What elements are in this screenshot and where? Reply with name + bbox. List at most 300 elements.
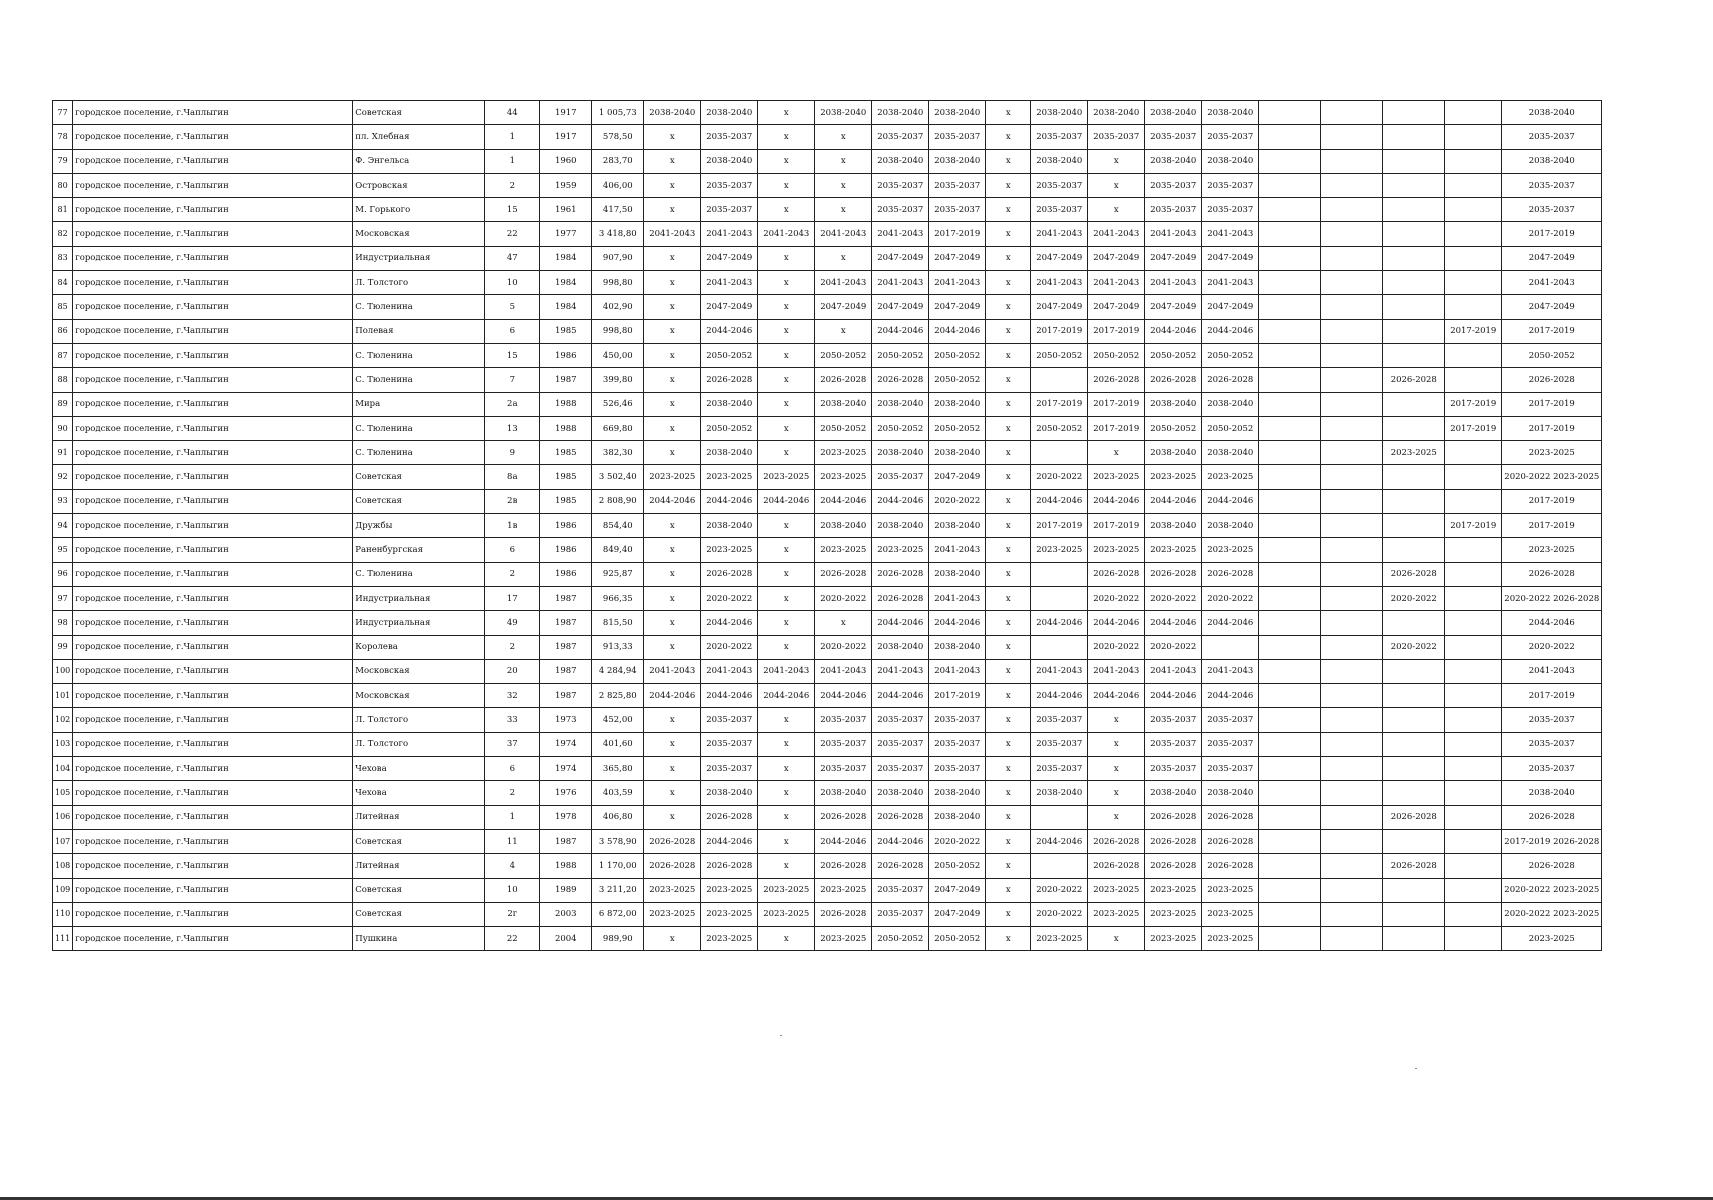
table-cell: Ф. Энгельса	[353, 149, 485, 173]
table-cell: x	[758, 198, 815, 222]
table-cell: x	[758, 295, 815, 319]
table-cell: x	[986, 659, 1031, 683]
table-cell: 2017-2019	[929, 222, 986, 246]
table-cell: 110	[53, 902, 73, 926]
table-cell	[1445, 173, 1502, 197]
table-cell: 106	[53, 805, 73, 829]
table-cell	[1445, 805, 1502, 829]
table-cell	[1259, 927, 1321, 951]
table-cell	[1259, 441, 1321, 465]
table-cell: Советская	[353, 878, 485, 902]
table-cell: 2035-2037	[1145, 732, 1202, 756]
table-cell: x	[758, 149, 815, 173]
scan-speck	[1415, 1068, 1417, 1069]
table-cell: 2041-2043	[1502, 271, 1602, 295]
table-cell: 1984	[540, 271, 592, 295]
table-cell	[1445, 635, 1502, 659]
table-cell: 37	[485, 732, 540, 756]
table-row	[53, 538, 1602, 562]
table-cell	[1321, 465, 1383, 489]
table-cell	[1259, 514, 1321, 538]
table-cell: городское поселение, г.Чаплыгин	[73, 246, 353, 270]
table-cell: x	[986, 489, 1031, 513]
table-cell: 96	[53, 562, 73, 586]
table-cell: x	[758, 514, 815, 538]
table-cell	[1321, 295, 1383, 319]
table-cell	[1383, 902, 1445, 926]
table-row	[53, 586, 1602, 610]
table-cell: 2038-2040	[872, 781, 929, 805]
table-cell: 2026-2028	[1088, 368, 1145, 392]
table-cell: 2041-2043	[701, 271, 758, 295]
table-cell: 3 578,90	[592, 829, 644, 853]
table-cell	[1383, 295, 1445, 319]
table-cell: x	[644, 757, 701, 781]
table-cell: 2026-2028	[701, 854, 758, 878]
table-cell: 111	[53, 927, 73, 951]
table-row	[53, 198, 1602, 222]
table-cell: 2017-2019	[929, 684, 986, 708]
table-cell	[1445, 101, 1502, 125]
table-cell: 403,59	[592, 781, 644, 805]
table-cell: городское поселение, г.Чаплыгин	[73, 465, 353, 489]
table-cell: x	[1088, 781, 1145, 805]
table-cell: городское поселение, г.Чаплыгин	[73, 295, 353, 319]
table-cell: 2035-2037	[1145, 125, 1202, 149]
table-cell: С. Тюленина	[353, 295, 485, 319]
table-cell: 2038-2040	[701, 392, 758, 416]
table-cell: 10	[485, 271, 540, 295]
table-cell	[1259, 319, 1321, 343]
table-cell: 2038-2040	[872, 149, 929, 173]
table-cell: x	[758, 586, 815, 610]
table-cell: 2041-2043	[644, 222, 701, 246]
table-cell: 913,33	[592, 635, 644, 659]
table-cell: 11	[485, 829, 540, 853]
table-cell: 2026-2028	[872, 586, 929, 610]
table-cell: 2050-2052	[1202, 416, 1259, 440]
table-cell: 2044-2046	[644, 684, 701, 708]
table-cell: x	[986, 805, 1031, 829]
table-cell: 2017-2019	[1502, 222, 1602, 246]
table-cell	[1321, 757, 1383, 781]
table-cell: городское поселение, г.Чаплыгин	[73, 586, 353, 610]
table-cell	[1383, 757, 1445, 781]
table-cell: городское поселение, г.Чаплыгин	[73, 611, 353, 635]
table-cell: x	[758, 441, 815, 465]
table-row	[53, 708, 1602, 732]
table-cell: 2026-2028	[872, 854, 929, 878]
table-cell: 2026-2028	[872, 368, 929, 392]
table-cell: x	[815, 149, 872, 173]
table-cell: 1	[485, 125, 540, 149]
table-cell: 2026-2028	[1088, 829, 1145, 853]
table-cell: x	[986, 465, 1031, 489]
table-cell: 2041-2043	[1031, 659, 1088, 683]
table-cell: 33	[485, 708, 540, 732]
table-cell	[1445, 125, 1502, 149]
table-cell	[1445, 465, 1502, 489]
table-cell: x	[986, 441, 1031, 465]
table-cell: 2041-2043	[1031, 271, 1088, 295]
table-row	[53, 829, 1602, 853]
table-cell: 2044-2046	[1202, 611, 1259, 635]
table-cell: 2026-2028	[1088, 562, 1145, 586]
table-cell: Советская	[353, 101, 485, 125]
table-cell	[1031, 635, 1088, 659]
table-cell: Советская	[353, 489, 485, 513]
table-cell: 1	[485, 805, 540, 829]
table-cell: 2023-2025	[701, 927, 758, 951]
table-cell: 2047-2049	[1088, 295, 1145, 319]
table-cell: 2017-2019	[1088, 392, 1145, 416]
table-cell: 2020-2022	[1031, 465, 1088, 489]
table-cell: x	[758, 805, 815, 829]
table-cell: городское поселение, г.Чаплыгин	[73, 368, 353, 392]
table-cell: 2026-2028	[815, 902, 872, 926]
scan-speck	[780, 1035, 782, 1036]
table-cell: 2017-2019	[1502, 514, 1602, 538]
table-cell: 2020-2022	[1383, 586, 1445, 610]
table-cell: x	[1088, 927, 1145, 951]
table-cell: 2038-2040	[872, 441, 929, 465]
table-cell: 2026-2028	[1202, 854, 1259, 878]
table-cell: 1959	[540, 173, 592, 197]
table-cell: 2020-2022	[701, 635, 758, 659]
table-cell: 2023-2025	[1088, 902, 1145, 926]
table-cell	[1031, 562, 1088, 586]
table-cell: 2	[485, 635, 540, 659]
table-cell: 3 502,40	[592, 465, 644, 489]
table-row	[53, 392, 1602, 416]
table-cell: x	[644, 538, 701, 562]
table-cell	[1321, 611, 1383, 635]
table-cell: 80	[53, 173, 73, 197]
table-cell: 2020-2022	[1088, 586, 1145, 610]
table-cell	[1383, 343, 1445, 367]
table-cell	[1321, 489, 1383, 513]
table-row	[53, 149, 1602, 173]
table-cell: 2044-2046	[815, 829, 872, 853]
table-cell: 406,80	[592, 805, 644, 829]
table-cell: 2044-2046	[1031, 684, 1088, 708]
table-cell: городское поселение, г.Чаплыгин	[73, 198, 353, 222]
table-cell: 2038-2040	[1202, 514, 1259, 538]
table-cell: 2020-2022 2026-2028	[1502, 586, 1602, 610]
table-cell: 2041-2043	[1145, 222, 1202, 246]
table-cell: 81	[53, 198, 73, 222]
table-cell: 1984	[540, 246, 592, 270]
table-cell: 2035-2037	[701, 732, 758, 756]
table-cell: 2017-2019	[1088, 319, 1145, 343]
table-cell: 2026-2028	[1202, 368, 1259, 392]
table-cell: 1989	[540, 878, 592, 902]
table-cell	[1259, 538, 1321, 562]
table-cell: Московская	[353, 684, 485, 708]
table-cell: x	[644, 441, 701, 465]
table-cell: городское поселение, г.Чаплыгин	[73, 635, 353, 659]
table-cell: Московская	[353, 222, 485, 246]
table-cell: 2047-2049	[1031, 246, 1088, 270]
table-cell: 2035-2037	[1031, 125, 1088, 149]
table-cell: городское поселение, г.Чаплыгин	[73, 441, 353, 465]
table-cell: 1917	[540, 101, 592, 125]
table-cell: 2035-2037	[1088, 125, 1145, 149]
table-cell	[1383, 198, 1445, 222]
table-cell	[1259, 829, 1321, 853]
table-cell: 450,00	[592, 343, 644, 367]
table-cell: 2035-2037	[872, 902, 929, 926]
table-cell: 1976	[540, 781, 592, 805]
table-row	[53, 902, 1602, 926]
table-cell: 2017-2019	[1445, 319, 1502, 343]
table-cell: 2038-2040	[815, 392, 872, 416]
table-cell: 2026-2028	[1502, 854, 1602, 878]
table-cell: 2023-2025	[1202, 538, 1259, 562]
table-cell: x	[986, 854, 1031, 878]
table-cell	[1321, 732, 1383, 756]
table-cell	[1321, 805, 1383, 829]
table-cell: 2035-2037	[1031, 198, 1088, 222]
table-cell: 104	[53, 757, 73, 781]
table-cell: 2050-2052	[872, 343, 929, 367]
table-cell: С. Тюленина	[353, 441, 485, 465]
table-cell: 2035-2037	[872, 708, 929, 732]
table-cell: 2026-2028	[1145, 805, 1202, 829]
table-cell: 2а	[485, 392, 540, 416]
table-cell: x	[986, 514, 1031, 538]
table-cell	[1259, 271, 1321, 295]
table-cell: 2023-2025	[1202, 465, 1259, 489]
table-cell: x	[1088, 441, 1145, 465]
table-cell	[1259, 198, 1321, 222]
table-cell: x	[644, 368, 701, 392]
table-cell: 2044-2046	[1145, 611, 1202, 635]
table-cell: x	[986, 757, 1031, 781]
table-cell: 2023-2025	[1145, 927, 1202, 951]
table-cell: x	[986, 416, 1031, 440]
table-cell	[1321, 271, 1383, 295]
table-cell	[1259, 489, 1321, 513]
table-cell: 2026-2028	[1502, 805, 1602, 829]
table-cell: 2041-2043	[1202, 222, 1259, 246]
document-sheet	[52, 100, 1602, 951]
table-cell	[1383, 732, 1445, 756]
table-cell: 2035-2037	[872, 125, 929, 149]
table-row	[53, 805, 1602, 829]
table-cell: 2026-2028	[1088, 854, 1145, 878]
table-cell	[1321, 854, 1383, 878]
table-cell: 2026-2028	[1145, 368, 1202, 392]
table-cell: 7	[485, 368, 540, 392]
table-cell: Литейная	[353, 805, 485, 829]
table-cell	[1031, 805, 1088, 829]
table-cell	[1445, 902, 1502, 926]
table-cell	[1445, 222, 1502, 246]
table-cell: 1973	[540, 708, 592, 732]
table-cell: 2041-2043	[929, 659, 986, 683]
table-cell: 1986	[540, 538, 592, 562]
table-cell: x	[758, 854, 815, 878]
table-cell: x	[1088, 708, 1145, 732]
table-cell: 2041-2043	[644, 659, 701, 683]
table-cell: 2038-2040	[1202, 149, 1259, 173]
table-cell: 2023-2025	[815, 878, 872, 902]
table-cell: 2047-2049	[1202, 246, 1259, 270]
table-cell: городское поселение, г.Чаплыгин	[73, 878, 353, 902]
table-cell: 2041-2043	[872, 659, 929, 683]
table-cell: 2026-2028	[701, 562, 758, 586]
table-cell: 2041-2043	[1202, 659, 1259, 683]
table-cell: x	[986, 343, 1031, 367]
table-cell: Л. Толстого	[353, 708, 485, 732]
table-cell: 2041-2043	[1088, 222, 1145, 246]
table-cell: 2047-2049	[701, 295, 758, 319]
table-cell: 2035-2037	[929, 125, 986, 149]
table-cell: 2035-2037	[815, 757, 872, 781]
table-cell: городское поселение, г.Чаплыгин	[73, 514, 353, 538]
table-cell: 2017-2019	[1502, 489, 1602, 513]
table-cell	[1383, 878, 1445, 902]
table-cell	[1445, 538, 1502, 562]
table-cell	[1445, 198, 1502, 222]
table-cell: 2026-2028	[1202, 562, 1259, 586]
table-cell	[1259, 368, 1321, 392]
table-cell: 2044-2046	[701, 684, 758, 708]
table-cell: 2044-2046	[1088, 611, 1145, 635]
table-cell: 2047-2049	[1145, 246, 1202, 270]
table-cell: 2050-2052	[815, 416, 872, 440]
table-cell: x	[986, 586, 1031, 610]
table-cell: 6	[485, 757, 540, 781]
table-cell: 2041-2043	[1031, 222, 1088, 246]
table-cell	[1383, 101, 1445, 125]
table-cell	[1259, 562, 1321, 586]
table-cell: 2026-2028	[701, 368, 758, 392]
table-cell	[1321, 878, 1383, 902]
table-cell: 2035-2037	[1202, 757, 1259, 781]
table-cell: 6	[485, 319, 540, 343]
table-cell: x	[644, 173, 701, 197]
table-cell	[1321, 441, 1383, 465]
table-cell: 2020-2022 2023-2025	[1502, 465, 1602, 489]
table-cell: городское поселение, г.Чаплыгин	[73, 927, 353, 951]
table-cell: 2047-2049	[1202, 295, 1259, 319]
table-cell: x	[644, 319, 701, 343]
table-cell: городское поселение, г.Чаплыгин	[73, 271, 353, 295]
table-cell: 2044-2046	[701, 829, 758, 853]
table-cell: 2035-2037	[1145, 757, 1202, 781]
table-cell: x	[644, 343, 701, 367]
table-cell: 2023-2025	[701, 878, 758, 902]
table-cell: 2 825,80	[592, 684, 644, 708]
table-cell: 2035-2037	[1502, 732, 1602, 756]
table-cell: 1987	[540, 635, 592, 659]
table-cell: 2020-2022	[1383, 635, 1445, 659]
table-cell: 4 284,94	[592, 659, 644, 683]
table-cell: 89	[53, 392, 73, 416]
table-cell	[1445, 343, 1502, 367]
table-cell: 1988	[540, 392, 592, 416]
table-cell: Королева	[353, 635, 485, 659]
table-cell: x	[986, 708, 1031, 732]
table-cell	[1321, 416, 1383, 440]
table-cell: 2020-2022	[815, 635, 872, 659]
table-cell: 109	[53, 878, 73, 902]
table-cell: x	[1088, 149, 1145, 173]
table-cell: x	[815, 319, 872, 343]
table-cell: 2047-2049	[1031, 295, 1088, 319]
table-cell: 2047-2049	[929, 878, 986, 902]
table-cell: 406,00	[592, 173, 644, 197]
table-cell: x	[758, 635, 815, 659]
table-cell	[1445, 927, 1502, 951]
table-cell	[1259, 902, 1321, 926]
table-cell: 92	[53, 465, 73, 489]
table-cell: x	[644, 392, 701, 416]
table-cell	[1445, 659, 1502, 683]
table-cell: 9	[485, 441, 540, 465]
table-cell	[1321, 902, 1383, 926]
table-cell	[1321, 684, 1383, 708]
table-cell	[1321, 149, 1383, 173]
table-cell: x	[986, 125, 1031, 149]
table-cell: 22	[485, 927, 540, 951]
table-cell: x	[986, 732, 1031, 756]
table-cell	[1445, 149, 1502, 173]
table-cell: 2035-2037	[701, 708, 758, 732]
table-cell: 83	[53, 246, 73, 270]
table-cell: 2044-2046	[1145, 319, 1202, 343]
table-cell: x	[758, 319, 815, 343]
table-cell	[1259, 465, 1321, 489]
table-cell: 2038-2040	[815, 514, 872, 538]
table-cell: 2038-2040	[929, 562, 986, 586]
table-cell: 86	[53, 319, 73, 343]
table-cell	[1321, 829, 1383, 853]
table-row	[53, 173, 1602, 197]
table-cell: 2026-2028	[644, 829, 701, 853]
table-cell: 2038-2040	[701, 514, 758, 538]
table-cell	[1383, 708, 1445, 732]
table-cell	[1383, 271, 1445, 295]
table-cell: 452,00	[592, 708, 644, 732]
table-cell: x	[644, 732, 701, 756]
table-cell: 2035-2037	[1031, 173, 1088, 197]
table-cell: 1978	[540, 805, 592, 829]
table-cell: 2044-2046	[1031, 611, 1088, 635]
table-cell: 1985	[540, 489, 592, 513]
table-row	[53, 246, 1602, 270]
table-cell: Мира	[353, 392, 485, 416]
table-cell: 2050-2052	[701, 343, 758, 367]
table-cell: 2026-2028	[1502, 368, 1602, 392]
table-cell: 2023-2025	[815, 441, 872, 465]
table-cell: x	[986, 173, 1031, 197]
table-cell: 2044-2046	[1031, 489, 1088, 513]
table-cell: 2023-2025	[1088, 465, 1145, 489]
table-cell: 78	[53, 125, 73, 149]
table-cell	[1383, 927, 1445, 951]
table-cell: 2020-2022	[1031, 878, 1088, 902]
table-cell	[1321, 173, 1383, 197]
table-cell: 2023-2025	[1031, 538, 1088, 562]
table-cell: 382,30	[592, 441, 644, 465]
table-cell: x	[986, 829, 1031, 853]
table-cell: 1986	[540, 514, 592, 538]
table-cell: 2044-2046	[872, 319, 929, 343]
table-cell: 2035-2037	[1031, 732, 1088, 756]
